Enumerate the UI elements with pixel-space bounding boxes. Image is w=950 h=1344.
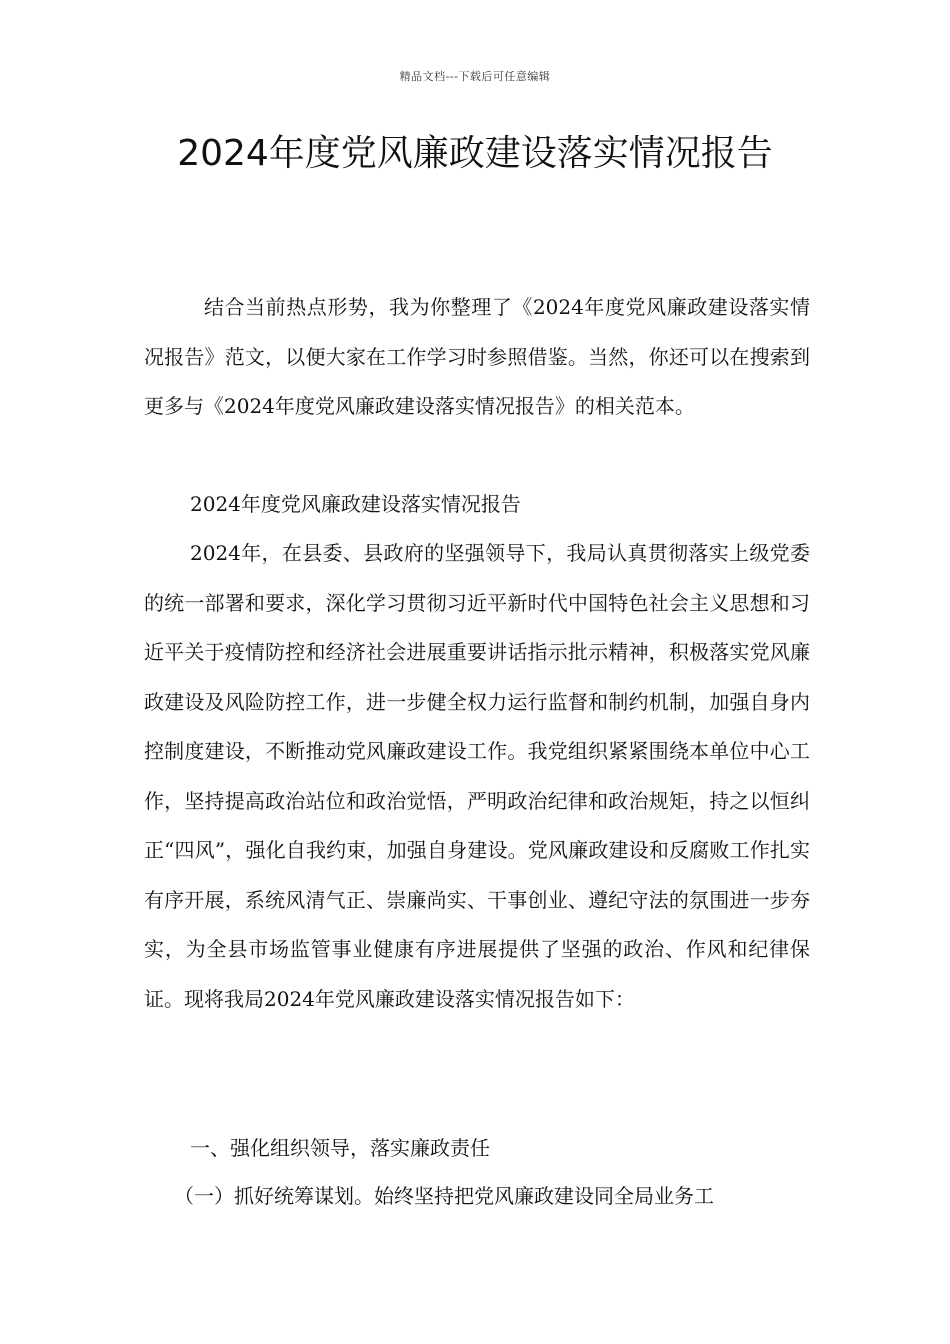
- document-title: 2024年度党风廉政建设落实情况报告: [177, 133, 773, 174]
- intro-paragraph: 结合当前热点形势，我为你整理了《2024年度党风廉政建设落实情况报告》范文，以便大家在工作学习时参照借鉴。当然，你还可以在搜索到更多与《2024年度党风廉政建设落实情况报告》的相关范本。: [144, 295, 810, 418]
- sub-heading: （一）抓好统筹谋划。始终坚持把党风廉政建设同全局业务工: [174, 1184, 714, 1208]
- report-subtitle: 2024年度党风廉政建设落实情况报告: [190, 492, 521, 516]
- section-heading: 一、强化组织领导，落实廉政责任: [190, 1136, 490, 1160]
- header-note: 精品文档---下载后可任意编辑: [399, 70, 551, 83]
- main-paragraph: 2024年，在县委、县政府的坚强领导下，我局认真贯彻落实上级党委的统一部署和要求，深化学习贯彻习近平新时代中国特色社会主义思想和习近平关于疫情防控和经济社会进展重要讲话指示批示精神，积极落实党风廉政建设及风险防控工作，进一步健全权力运行监督和制约机制，加强自身内控制度建设，不断推动党风廉政建设工作。我党组织紧紧围绕本单位中心工作，坚持提高政治站位和政治觉悟，严明政治纪律和政治规矩，持之以恒纠正“四风”，强化自我约束，加强自身建设。党风廉政建设和反腐败工作扎实有序开展，系统风清气正、崇廉尚实、干事创业、遵纪守法的氛围进一步夯实，为全县市场监管事业健康有序进展提供了坚强的政治、作风和纪律保证。现将我局2024年党风廉政建设落实情况报告如下：: [144, 541, 810, 1011]
